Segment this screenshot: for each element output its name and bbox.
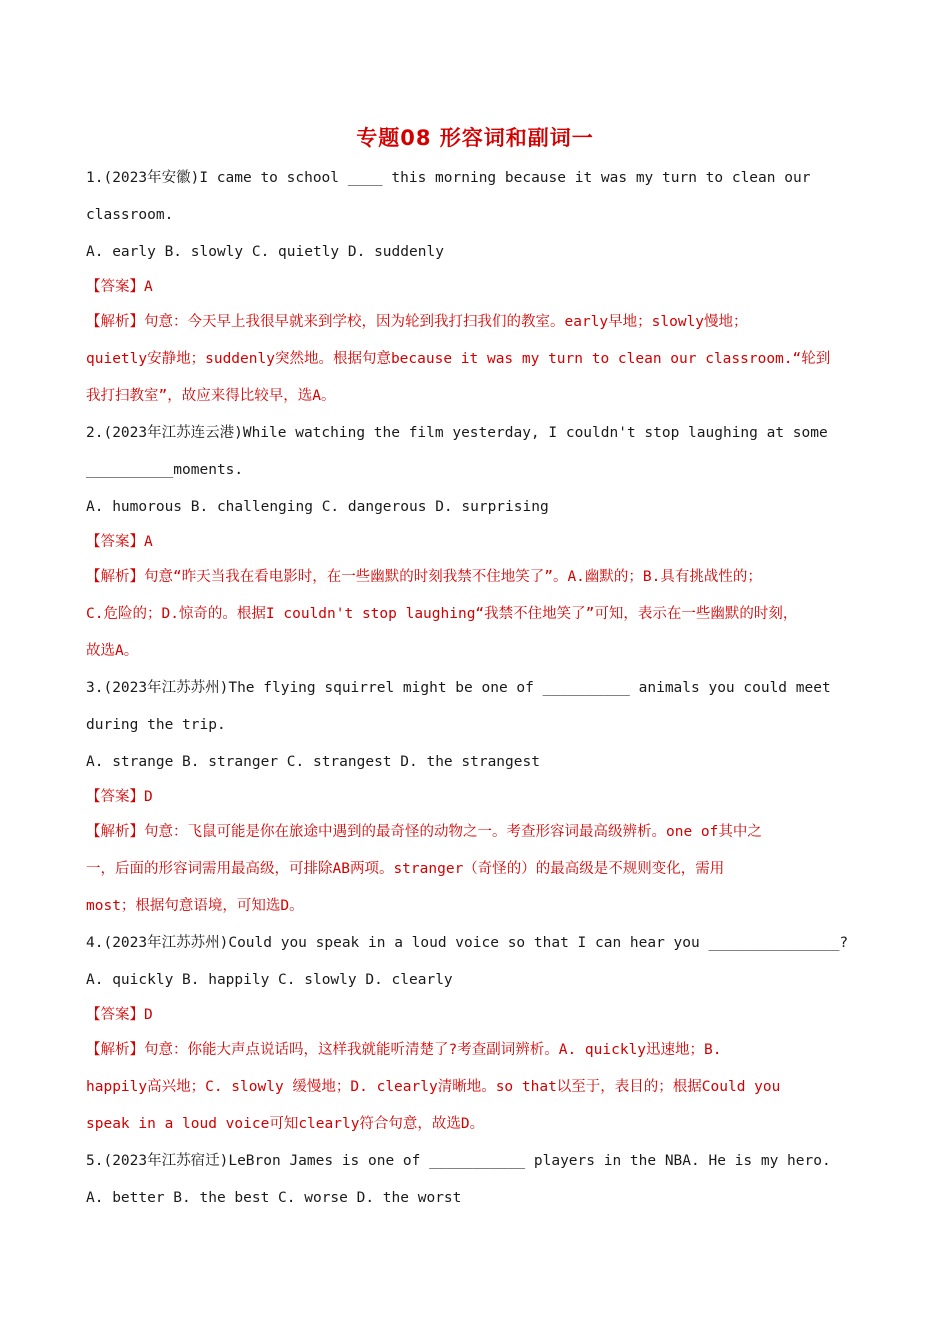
answer-label: 【答案】A [86,534,153,550]
answer-label: 【答案】D [86,789,153,805]
question-5 [86,1143,876,1217]
question-options: A. humorous B. challenging C. dangerous D. surprising [86,499,549,515]
question-stem-cont: __________moments. [86,462,244,478]
explanation-line: 【解析】句意：你能大声点说话吗，这样我就能听清楚了?考查副词辨析。A. quickly迅速地；B. [86,1042,722,1058]
explanation-line: 【解析】句意：今天早上我很早就来到学校，因为轮到我打扫我们的教室。early早地；slowly慢地； [86,314,748,330]
question-4 [86,925,876,1143]
question-stem: 1.(2023年安徽)I came to school ____ this morning because it was my turn to clean our [86,170,811,186]
explanation-line: speak in a loud voice可知clearly符合句意，故选D。 [86,1116,485,1132]
explanation-line: 一，后面的形容词需用最高级，可排除AB两项。stranger（奇怪的）的最高级是不规则变化，需用 [86,861,725,877]
question-stem: 2.(2023年江苏连云港)While watching the film yesterday, I couldn't stop laughing at some [86,425,828,441]
question-stem: 3.(2023年江苏苏州)The flying squirrel might be one of __________ animals you could meet [86,680,831,696]
explanation-line: 【解析】句意：飞鼠可能是你在旅途中遇到的最奇怪的动物之一。考查形容词最高级辨析。one of其中之 [86,824,762,840]
explanation-line: most；根据句意语境，可知选D。 [86,898,304,914]
question-3 [86,670,876,925]
question-stem: 5.(2023年江苏宿迁)LeBron James is one of ___________ players in the NBA. He is my hero. [86,1153,831,1169]
question-stem-cont: classroom. [86,207,174,223]
question-1 [86,160,876,415]
explanation-line: 【解析】句意“昨天当我在看电影时，在一些幽默的时刻我禁不住地笑了”。A.幽默的；B.具有挑战性的； [86,569,762,585]
explanation-line: 故选A。 [86,643,139,659]
question-options: A. strange B. stranger C. strangest D. the strangest [86,754,540,770]
question-stem-cont: during the trip. [86,717,226,733]
question-options: A. better B. the best C. worse D. the worst [86,1190,462,1206]
explanation-line: quietly安静地；suddenly突然地。根据句意because it was my turn to clean our classroom.“轮到 [86,351,831,367]
question-list [86,160,876,1217]
question-2 [86,415,876,670]
answer-label: 【答案】D [86,1007,153,1023]
question-options: A. early B. slowly C. quietly D. suddenly [86,244,444,260]
question-options: A. quickly B. happily C. slowly D. clearly [86,972,453,988]
explanation-line: happily高兴地；C. slowly 缓慢地；D. clearly清晰地。so that以至于，表目的；根据Could you [86,1079,781,1095]
explanation-line: C.危险的；D.惊奇的。根据I couldn't stop laughing“我禁不住地笑了”可知，表示在一些幽默的时刻， [86,606,798,622]
explanation-line: 我打扫教室”，故应来得比较早，选A。 [86,388,336,404]
answer-label: 【答案】A [86,279,153,295]
question-stem: 4.(2023年江苏苏州)Could you speak in a loud voice so that I can hear you _______________? [86,935,849,951]
page-title: 专题08 形容词和副词一 [356,126,594,150]
